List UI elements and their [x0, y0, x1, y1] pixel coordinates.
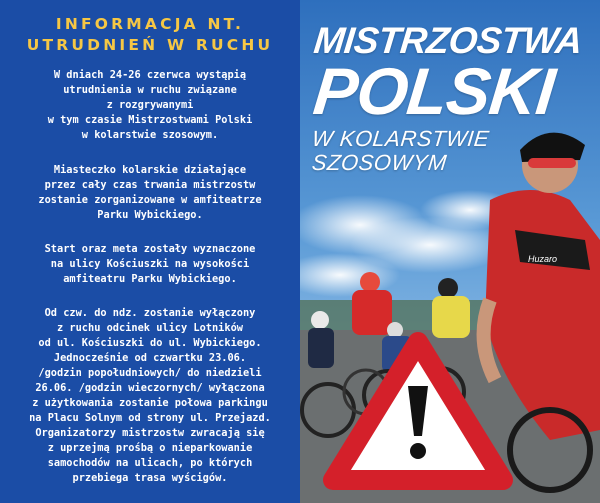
heading-line: INFORMACJA NT.: [55, 15, 245, 33]
text-line: z rozgrywanymi: [106, 99, 194, 111]
text-line: od ul. Kościuszki do ul. Wybickiego.: [38, 337, 262, 349]
text-line: w tym czasie Mistrzostwami Polski: [47, 114, 253, 126]
text-line: z ruchu odcinek ulicy Lotników: [57, 322, 243, 334]
heading-line: UTRUDNIEŃ W RUCHU: [26, 36, 274, 54]
text-line: z uprzejmą prośbą o nieparkowanie: [47, 442, 253, 454]
text-line: Jednocześnie od czwartku 23.06.: [53, 352, 247, 364]
text-line: przebiega trasa wyścigów.: [72, 472, 228, 484]
paragraph-dates: [6, 68, 294, 143]
paragraph-closures: [6, 306, 294, 486]
text-line: Parku Wybickiego.: [97, 209, 203, 221]
text-line: W dniach 24-26 czerwca wystąpią: [53, 69, 247, 81]
text-line: 26.06. /godzin wieczornych/ wyłączona: [35, 382, 265, 394]
poster-title-line4: SZOSOWYM: [310, 150, 449, 175]
text-line: przez cały czas trwania mistrzostw: [44, 179, 256, 191]
text-line: /godzin popołudniowych/ do niedzieli: [38, 367, 262, 379]
text-line: Organizatorzy mistrzostw zwracają się: [35, 427, 265, 439]
poster-title-line3: W KOLARSTWIE: [310, 126, 491, 151]
text-line: Miasteczko kolarskie działające: [53, 164, 247, 176]
text-line: utrudnienia w ruchu związane: [63, 84, 237, 96]
text-line: Start oraz meta zostały wyznaczone: [44, 243, 256, 255]
jersey-text: Huzaro: [528, 254, 558, 264]
poster-title-line2: POLSKI: [310, 54, 558, 128]
poster-panel: [300, 0, 600, 503]
text-line: amfiteatru Parku Wybickiego.: [63, 273, 237, 285]
text-line: w kolarstwie szosowym.: [81, 129, 219, 141]
text-line: zostanie zorganizowane w amfiteatrze: [38, 194, 262, 206]
info-heading: [0, 14, 300, 56]
text-line: samochodów na ulicach, po których: [47, 457, 253, 469]
text-line: na Placu Solnym od strony ul. Przejazd.: [29, 412, 271, 424]
poster-title-line1: MISTRZOSTWA: [311, 20, 585, 61]
text-line: z użytkowania zostanie połowa parkingu: [32, 397, 268, 409]
text-line: na ulicy Kościuszki na wysokości: [50, 258, 250, 270]
text-line: Od czw. do ndz. zostanie wyłączony: [44, 307, 256, 319]
paragraph-village: [6, 163, 294, 223]
paragraph-start-finish: [6, 242, 294, 287]
